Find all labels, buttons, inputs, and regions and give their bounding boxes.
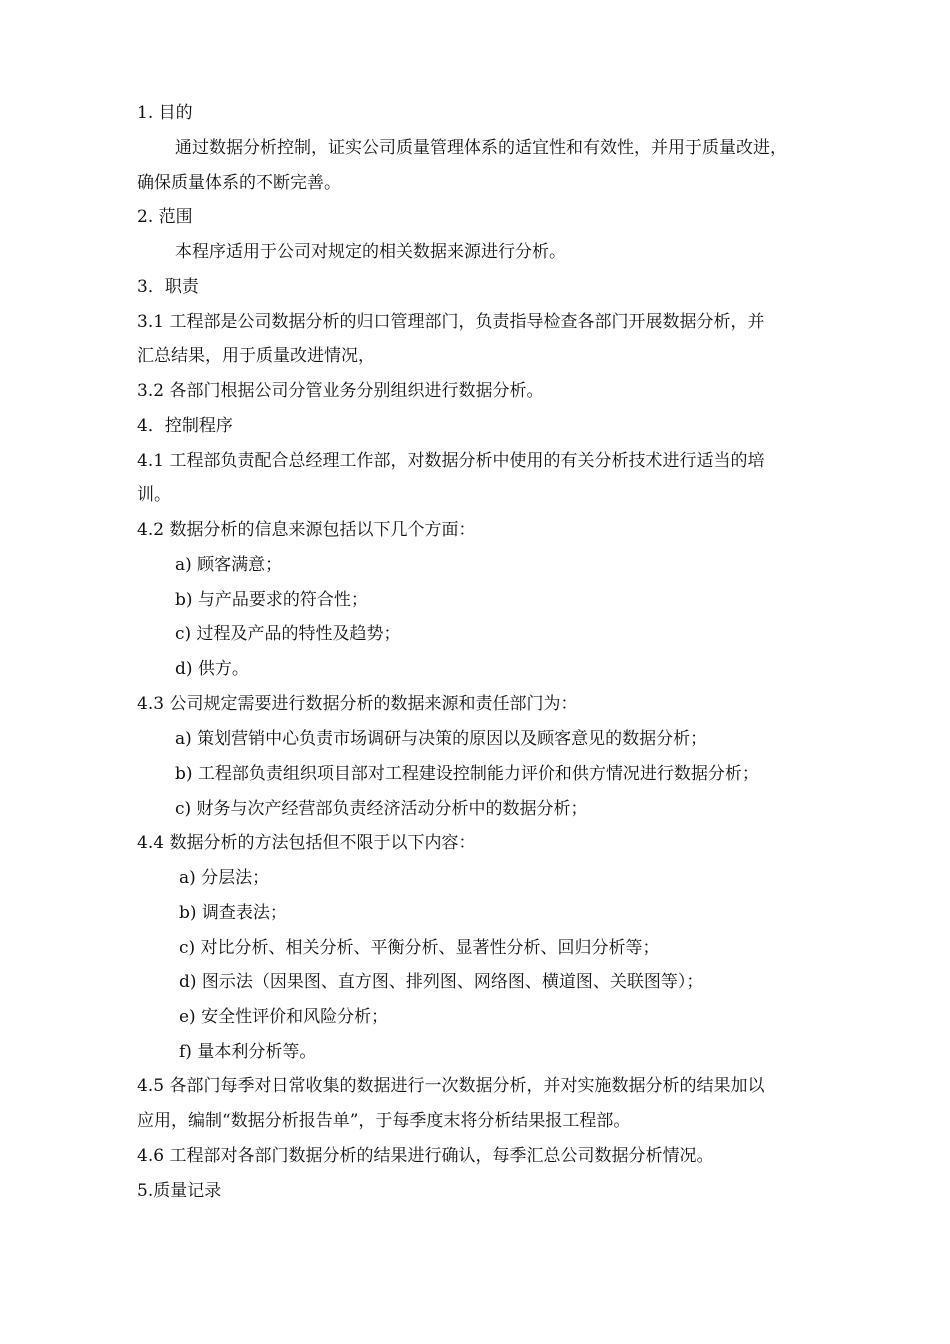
list-item: c) 对比分析、相关分析、平衡分析、显著性分析、回归分析等； <box>179 938 660 958</box>
list-item: f) 量本利分析等。 <box>179 1042 317 1062</box>
clause-4-5-line2: 应用，编制“数据分析报告单”，于每季度末将分析结果报工程部。 <box>137 1111 631 1131</box>
section-4-heading: 4．控制程序 <box>137 416 233 436</box>
list-item: b) 调查表法； <box>179 903 287 923</box>
list-item: b) 与产品要求的符合性； <box>175 590 368 610</box>
clause-4-5-line1: 4.5 各部门每季对日常收集的数据进行一次数据分析，并对实施数据分析的结果加以 <box>137 1076 765 1096</box>
list-item: c) 财务与次产经营部负责经济活动分析中的数据分析； <box>175 799 588 819</box>
clause-4-4: 4.4 数据分析的方法包括但不限于以下内容： <box>137 833 476 853</box>
clause-3-1-line2: 汇总结果，用于质量改进情况， <box>137 346 375 366</box>
clause-4-2: 4.2 数据分析的信息来源包括以下几个方面： <box>137 520 476 540</box>
list-item: b) 工程部负责组织项目部对工程建设控制能力评价和供方情况进行数据分析； <box>175 764 759 784</box>
list-item: d) 供方。 <box>175 659 249 679</box>
list-item: d) 图示法（因果图、直方图、排列图、网络图、横道图、关联图等）； <box>179 972 704 992</box>
section-5-heading: 5.质量记录 <box>137 1181 222 1201</box>
list-item: e) 安全性评价和风险分析； <box>179 1007 389 1027</box>
list-item: c) 过程及产品的特性及趋势； <box>175 624 401 644</box>
section-1-paragraph-line1: 通过数据分析控制，证实公司质量管理体系的适宜性和有效性，并用于质量改进， <box>175 138 787 158</box>
list-item: a) 顾客满意； <box>175 555 283 575</box>
list-item: a) 分层法； <box>179 868 270 888</box>
section-2-paragraph: 本程序适用于公司对规定的相关数据来源进行分析。 <box>175 242 566 262</box>
clause-4-6: 4.6 工程部对各部门数据分析的结果进行确认，每季汇总公司数据分析情况。 <box>137 1146 714 1166</box>
clause-3-2: 3.2 各部门根据公司分管业务分别组织进行数据分析。 <box>137 381 544 401</box>
clause-4-3: 4.3 公司规定需要进行数据分析的数据来源和责任部门为： <box>137 694 578 714</box>
clause-3-1-line1: 3.1 工程部是公司数据分析的归口管理部门，负责指导检查各部门开展数据分析，并 <box>137 312 765 332</box>
clause-4-1-line1: 4.1 工程部负责配合总经理工作部，对数据分析中使用的有关分析技术进行适当的培 <box>137 451 765 471</box>
list-item: a) 策划营销中心负责市场调研与决策的原因以及顾客意见的数据分析； <box>175 729 708 749</box>
clause-4-1-line2: 训。 <box>137 485 171 505</box>
section-3-heading: 3．职责 <box>137 277 199 297</box>
section-1-paragraph-line2: 确保质量体系的不断完善。 <box>137 173 341 193</box>
section-2-heading: 2. 范围 <box>137 207 193 227</box>
section-1-heading: 1. 目的 <box>137 103 193 123</box>
